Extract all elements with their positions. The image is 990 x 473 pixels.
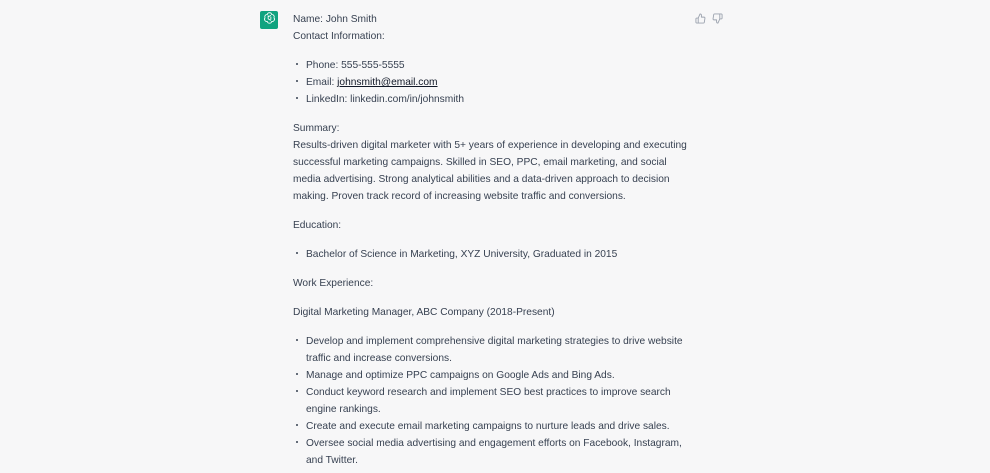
openai-logo-icon <box>263 11 276 29</box>
contact-email <box>293 74 693 91</box>
thumbs-up-button[interactable] <box>694 12 706 24</box>
job-title: Digital Marketing Manager, ABC Company (2018-Present) <box>293 307 555 318</box>
contact-heading: Contact Information: <box>293 31 385 42</box>
thumbs-up-icon <box>695 13 706 24</box>
name-line: Name: John Smith <box>293 14 377 25</box>
work-heading: Work Experience: <box>293 278 374 289</box>
email-link[interactable]: johnsmith@email.com <box>337 77 438 88</box>
contact-phone: Phone: 555-555-5555 <box>293 57 693 74</box>
contact-list <box>293 57 693 108</box>
assistant-avatar <box>260 11 278 29</box>
thumbs-down-icon <box>712 13 723 24</box>
job-duties-list <box>293 333 693 469</box>
education-heading: Education: <box>293 220 342 231</box>
job-duty: Conduct keyword research and implement SEO best practices to improve search engine rankings. <box>293 384 693 418</box>
thumbs-down-button[interactable] <box>711 12 723 24</box>
contact-linkedin: LinkedIn: linkedin.com/in/johnsmith <box>293 91 693 108</box>
summary-heading: Summary: <box>293 123 340 134</box>
job-duty: Manage and optimize PPC campaigns on Google Ads and Bing Ads. <box>293 367 693 384</box>
education-list <box>293 246 693 263</box>
job-duty: Create and execute email marketing campaigns to nurture leads and drive sales. <box>293 418 693 435</box>
job-duty: Oversee social media advertising and engagement efforts on Facebook, Instagram, and Twitter. <box>293 435 693 469</box>
education-item: Bachelor of Science in Marketing, XYZ University, Graduated in 2015 <box>293 246 693 263</box>
feedback-controls <box>694 12 723 24</box>
summary-text: Results-driven digital marketer with 5+ years of experience in developing and executing successful marketing campaigns. Skilled in SEO, PPC, email marketing, and social media advertising. Strong analytical abilities and a data-driven approach to decision making. Proven track record of increasing website traffic and conversions. <box>293 140 687 202</box>
email-label: Email: <box>306 77 338 88</box>
job-duty: Develop and implement comprehensive digital marketing strategies to drive website traffic and increase conversions. <box>293 333 693 367</box>
assistant-message <box>293 11 693 469</box>
